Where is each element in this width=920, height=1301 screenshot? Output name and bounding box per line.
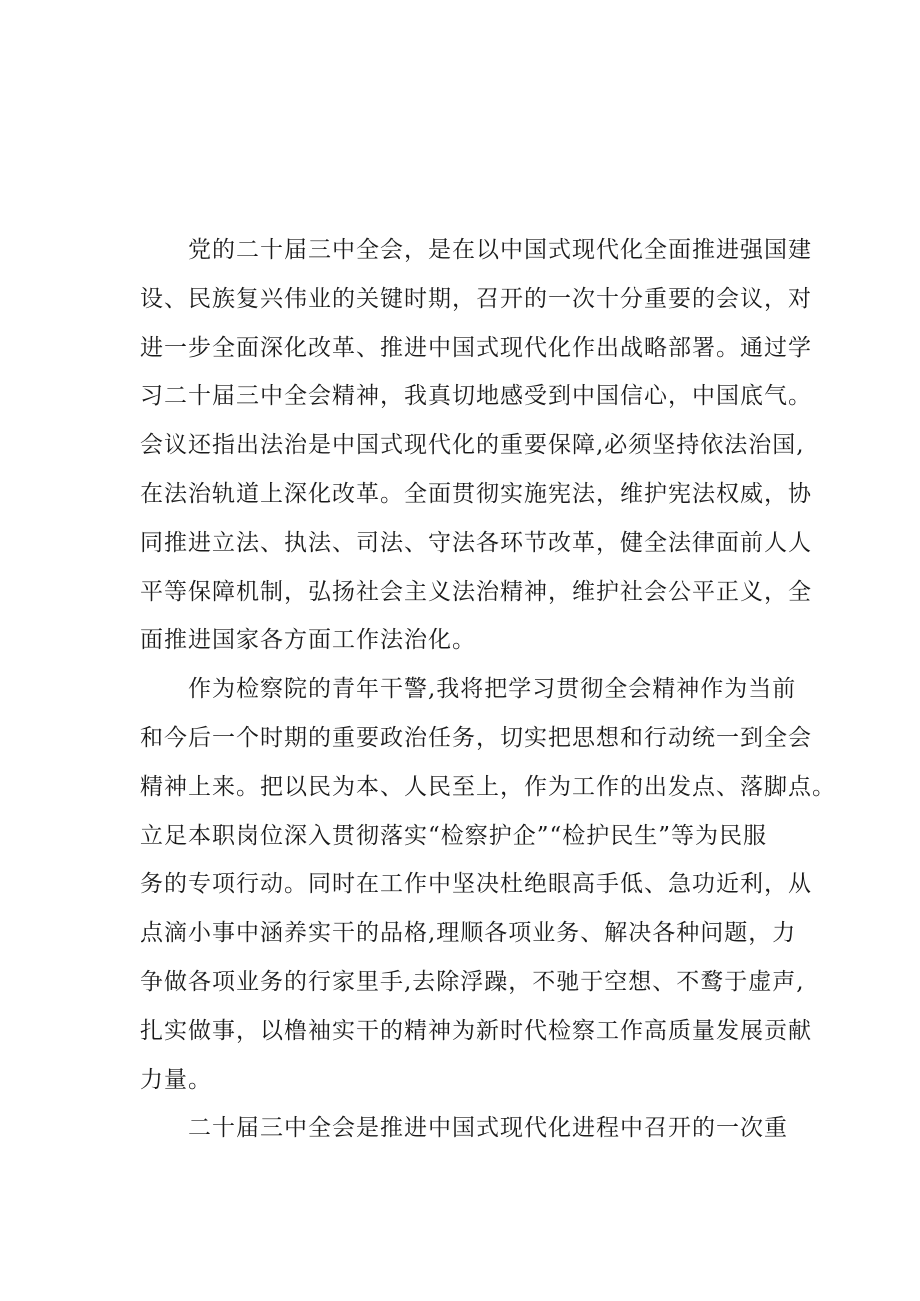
- document-body: [140, 226, 836, 1153]
- text-line: 平等保障机制，弘扬社会主义法治精神，维护社会公平正义，全: [140, 578, 812, 605]
- text-line: 面推进国家各方面工作法治化。: [140, 627, 476, 654]
- paragraph-1: [140, 226, 812, 665]
- text-line: 扎实做事，以橹袖实干的精神为新时代检察工作高质量发展贡献: [140, 1017, 812, 1044]
- text-line: 党的二十届三中全会，是在以中国式现代化全面推进强国建: [188, 237, 812, 263]
- text-line: 会议还指出法治是中国式现代化的重要保障,必须坚持依法治国,: [140, 432, 805, 459]
- text-line: 务的专项行动。同时在工作中坚决杜绝眼高手低、急功近利，从: [140, 871, 812, 898]
- paragraph-2: [140, 665, 836, 1104]
- text-line: 作为检察院的青年干警,我将把学习贯彻全会精神作为当前: [188, 676, 797, 703]
- text-line: 同推进立法、执法、司法、守法各环节改革，健全法律面前人人: [140, 529, 812, 556]
- text-line: 在法治轨道上深化改革。全面贯彻实施宪法，维护宪法权威，协: [140, 480, 812, 507]
- text-line: 和今后一个时期的重要政治任务，切实把思想和行动统一到全会: [140, 724, 812, 751]
- text-line: 立足本职岗位深入贯彻落实“检察护企”“检护民生”等为民服: [140, 822, 768, 849]
- text-line: 精神上来。把以民为本、人民至上，作为工作的出发点、落脚点。: [140, 773, 836, 800]
- paragraph-3: [140, 1104, 788, 1153]
- text-line: 点滴小事中涵养实干的品格,理顺各项业务、解决各种问题，力: [140, 920, 797, 947]
- text-line: 二十届三中全会是推进中国式现代化进程中召开的一次重: [188, 1115, 788, 1142]
- text-line: 争做各项业务的行家里手,去除浮躁，不驰于空想、不鹜于虚声,: [140, 968, 805, 995]
- text-line: 进一步全面深化改革、推进中国式现代化作出战略部署。通过学: [140, 334, 812, 361]
- text-line: 力量。: [140, 1066, 212, 1093]
- text-line: 设、民族复兴伟业的关键时期，召开的一次十分重要的会议，对: [140, 285, 812, 312]
- text-line: 习二十届三中全会精神，我真切地感受到中国信心，中国底气。: [140, 383, 812, 410]
